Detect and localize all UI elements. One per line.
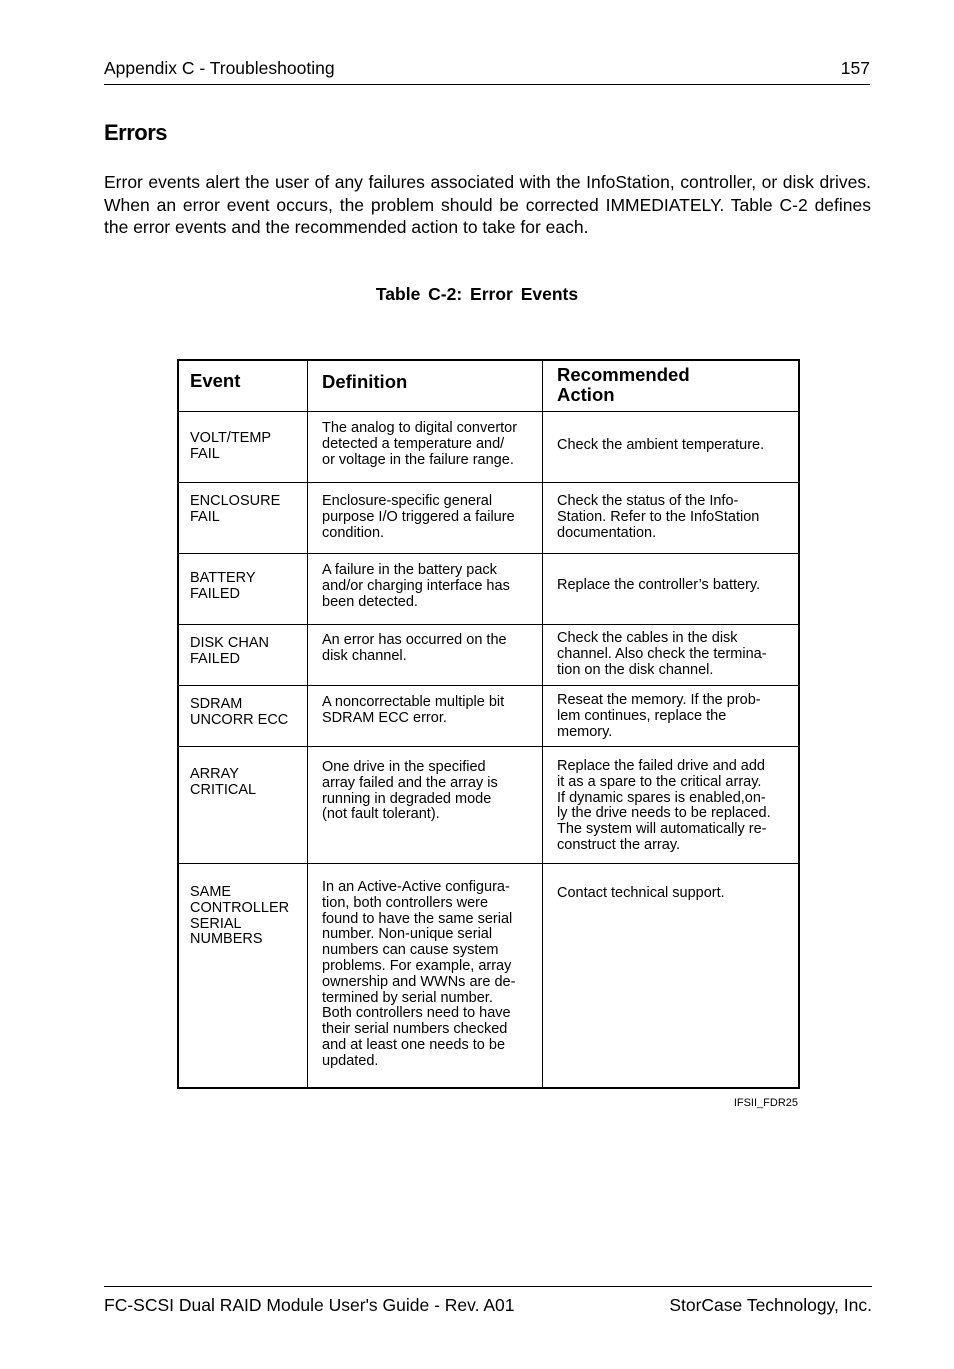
event-cell: VOLT/TEMP FAIL (179, 412, 308, 482)
event-cell: SAME CONTROLLER SERIAL NUMBERS (179, 864, 308, 1087)
table-header-row (179, 361, 798, 412)
intro-paragraph: Error events alert the user of any failures associated with the InfoStation, controller, or disk drives. When an error event occurs, the problem should be corrected IMMEDIATELY. Table C-2 defines the error events and the recommended action to take for each. (104, 172, 871, 237)
table-row (179, 483, 798, 554)
event-cell: SDRAM UNCORR ECC (179, 686, 308, 746)
action-cell: Replace the controller’s battery. (557, 577, 761, 593)
action-cell: Check the status of the Info- Station. Refer to the InfoStation documentation. (557, 493, 760, 541)
page-header (104, 58, 870, 85)
definition-cell: A failure in the battery pack and/or charging interface has been detected. (308, 554, 543, 624)
section-title: Errors (104, 120, 168, 145)
footer-doc-title: FC-SCSI Dual RAID Module User's Guide - Rev. A01 (104, 1295, 515, 1315)
table-row (179, 412, 798, 483)
event-cell: ARRAY CRITICAL (179, 747, 308, 863)
header-title: Appendix C - Troubleshooting (104, 58, 335, 78)
table-row (179, 747, 798, 864)
event-cell: BATTERY FAILED (179, 554, 308, 624)
definition-cell: The analog to digital convertor detected a temperature and/ or voltage in the failure range. (308, 412, 543, 482)
error-events-table (177, 359, 800, 1089)
table-row (179, 554, 798, 625)
table-row (179, 864, 798, 1087)
page-number: 157 (840, 58, 870, 78)
definition-cell: One drive in the specified array failed and the array is running in degraded mode (not fault tolerant). (308, 747, 543, 863)
table-caption: Table C-2: Error Events (375, 284, 579, 304)
table-row (179, 686, 798, 747)
event-cell: DISK CHAN FAILED (179, 625, 308, 685)
figure-id: IFSII_FDR25 (733, 1097, 798, 1109)
action-cell: Check the cables in the disk channel. Also check the termina- tion on the disk channel. (557, 630, 767, 678)
action-cell: Replace the failed drive and add it as a spare to the critical array. If dynamic spares is enabled,on- ly the drive needs to be replaced. The system will automatically re- construct the array. (557, 758, 771, 853)
definition-cell: A noncorrectable multiple bit SDRAM ECC error. (308, 686, 543, 746)
action-cell: Check the ambient temperature. (557, 437, 765, 453)
table-row (179, 625, 798, 686)
page-footer (104, 1286, 872, 1315)
header-action: Recommended Action (557, 364, 690, 405)
action-cell: Reseat the memory. If the prob- lem continues, replace the memory. (557, 692, 761, 740)
action-cell: Contact technical support. (557, 885, 725, 901)
definition-cell: An error has occurred on the disk channel. (308, 625, 543, 685)
definition-cell: Enclosure-specific general purpose I/O triggered a failure condition. (308, 483, 543, 553)
event-cell: ENCLOSURE FAIL (179, 483, 308, 553)
header-definition: Definition (308, 361, 543, 411)
footer-company: StorCase Technology, Inc. (669, 1295, 872, 1315)
header-event: Event (179, 361, 308, 411)
definition-cell: In an Active-Active configura- tion, both controllers were found to have the same serial number. Non-unique serial numbers can cause system problems. For example, array ownership and WWNs are de- termined by serial number. Both controllers need to have their serial numbers checked and at least one needs to be updated. (308, 864, 543, 1087)
